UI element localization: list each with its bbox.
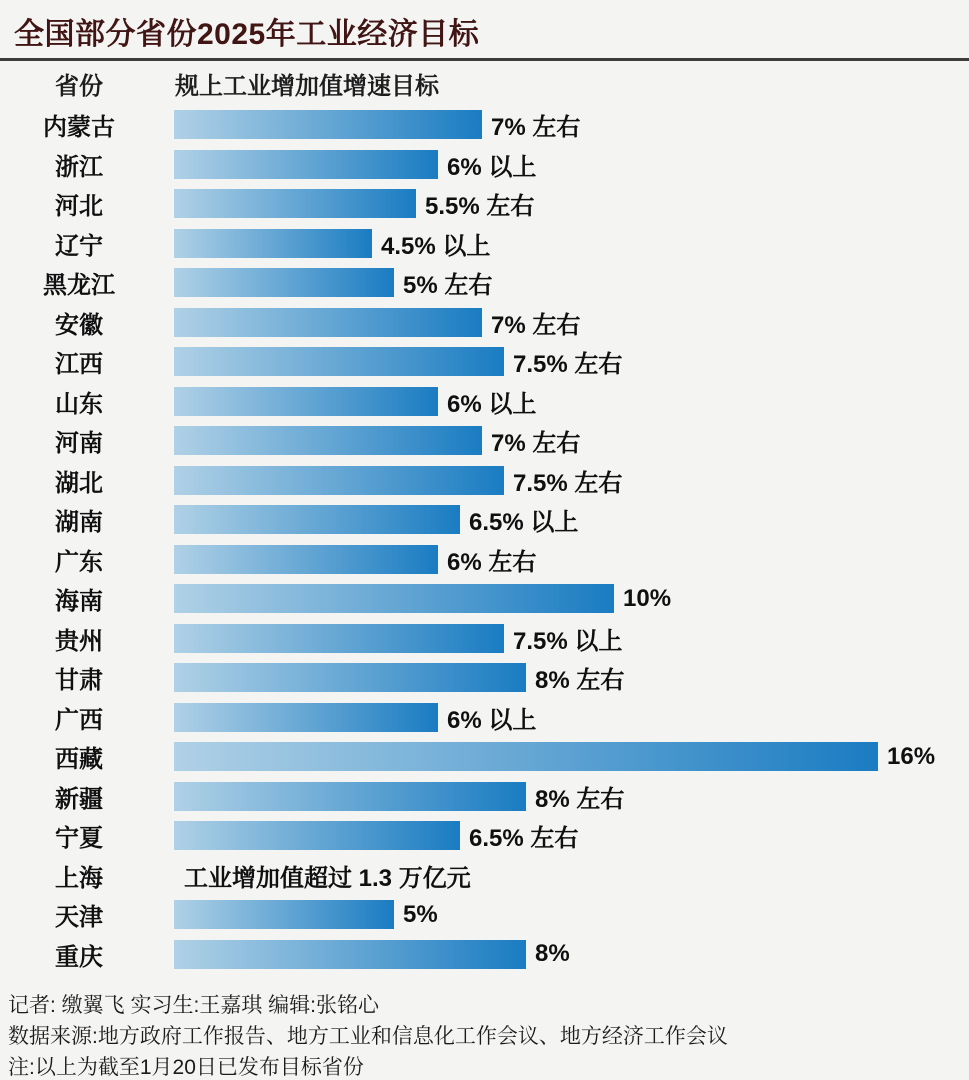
value-bar	[174, 624, 504, 653]
chart-row	[0, 540, 969, 580]
chart-row	[0, 184, 969, 224]
chart-row	[0, 737, 969, 777]
province-label: 黑龙江	[43, 272, 115, 300]
province-label: 宁夏	[55, 825, 103, 853]
province-label: 湖北	[55, 469, 103, 497]
province-label: 重庆	[55, 943, 103, 971]
province-label: 甘肃	[55, 667, 103, 695]
value-label: 6.5% 以上	[469, 509, 579, 537]
chart-row	[0, 145, 969, 185]
footer-credits: 记者: 缴翼飞 实习生:王嘉琪 编辑:张铭心	[8, 994, 380, 1017]
value-bar	[174, 545, 438, 574]
province-label: 内蒙古	[43, 114, 115, 142]
province-label: 贵州	[55, 627, 103, 655]
column-headers	[0, 61, 969, 105]
province-label: 河北	[55, 193, 103, 221]
value-bar	[174, 742, 878, 771]
province-label: 广东	[55, 548, 103, 576]
chart-row	[0, 421, 969, 461]
chart-row	[0, 263, 969, 303]
page-title: 全国部分省份2025年工业经济目标	[14, 18, 480, 51]
value-bar	[174, 347, 504, 376]
province-label: 海南	[55, 588, 103, 616]
value-label: 6.5% 左右	[469, 825, 579, 853]
chart-row	[0, 895, 969, 935]
value-label: 6% 以上	[447, 153, 537, 181]
chart-row	[0, 224, 969, 264]
value-label: 7.5% 左右	[513, 469, 623, 497]
chart-row	[0, 658, 969, 698]
chart-row	[0, 935, 969, 975]
value-label: 8% 左右	[535, 667, 625, 695]
footer	[0, 990, 969, 1080]
province-label: 新疆	[55, 785, 103, 813]
chart-row	[0, 342, 969, 382]
chart-row	[0, 619, 969, 659]
chart-row	[0, 382, 969, 422]
value-label: 7.5% 以上	[513, 627, 623, 655]
value-label: 6% 左右	[447, 548, 537, 576]
value-label: 8%	[535, 940, 570, 968]
province-label: 辽宁	[55, 232, 103, 260]
value-label: 16%	[887, 742, 936, 770]
value-bar	[174, 940, 526, 969]
province-label: 天津	[55, 904, 103, 932]
province-label: 山东	[55, 390, 103, 418]
province-column-header: 省份	[55, 72, 103, 100]
footer-data-source: 数据来源:地方政府工作报告、地方工业和信息化工作会议、地方经济工作会议	[8, 1025, 728, 1048]
chart-row	[0, 777, 969, 817]
province-label: 上海	[55, 864, 103, 892]
value-label: 5% 左右	[403, 272, 493, 300]
province-label: 浙江	[55, 153, 103, 181]
value-label: 5.5% 左右	[425, 193, 535, 221]
province-label: 安徽	[55, 311, 103, 339]
chart-row	[0, 303, 969, 343]
bar-chart-rows	[0, 105, 969, 974]
value-label: 7% 左右	[491, 311, 581, 339]
value-label: 8% 左右	[535, 785, 625, 813]
footer-note: 注:以上为截至1月20日已发布目标省份	[8, 1056, 364, 1079]
value-bar	[174, 229, 372, 258]
province-label: 湖南	[55, 509, 103, 537]
value-bar	[174, 308, 482, 337]
value-label: 6% 以上	[447, 706, 537, 734]
value-label: 7% 左右	[491, 430, 581, 458]
value-bar	[174, 584, 614, 613]
value-bar	[174, 110, 482, 139]
province-label: 西藏	[55, 746, 103, 774]
value-bar	[174, 387, 438, 416]
value-label: 7.5% 左右	[513, 351, 623, 379]
value-bar	[174, 426, 482, 455]
province-label: 江西	[55, 351, 103, 379]
value-bar	[174, 268, 394, 297]
chart-row	[0, 698, 969, 738]
chart-row	[0, 816, 969, 856]
chart-row	[0, 579, 969, 619]
province-label: 河南	[55, 430, 103, 458]
chart-row	[0, 500, 969, 540]
value-bar	[174, 150, 438, 179]
row-text-note: 工业增加值超过 1.3 万亿元	[184, 864, 471, 892]
value-bar	[174, 900, 394, 929]
chart-row	[0, 105, 969, 145]
value-label: 7% 左右	[491, 114, 581, 142]
value-bar	[174, 821, 460, 850]
value-bar	[174, 703, 438, 732]
value-label: 5%	[403, 900, 438, 928]
value-label: 10%	[623, 584, 672, 612]
chart-row	[0, 461, 969, 501]
target-column-header: 规上工业增加值增速目标	[175, 72, 439, 100]
value-label: 4.5% 以上	[381, 232, 491, 260]
value-bar	[174, 505, 460, 534]
value-label: 6% 以上	[447, 390, 537, 418]
value-bar	[174, 663, 526, 692]
value-bar	[174, 466, 504, 495]
province-label: 广西	[55, 706, 103, 734]
value-bar	[174, 782, 526, 811]
value-bar	[174, 189, 416, 218]
chart-row	[0, 856, 969, 896]
